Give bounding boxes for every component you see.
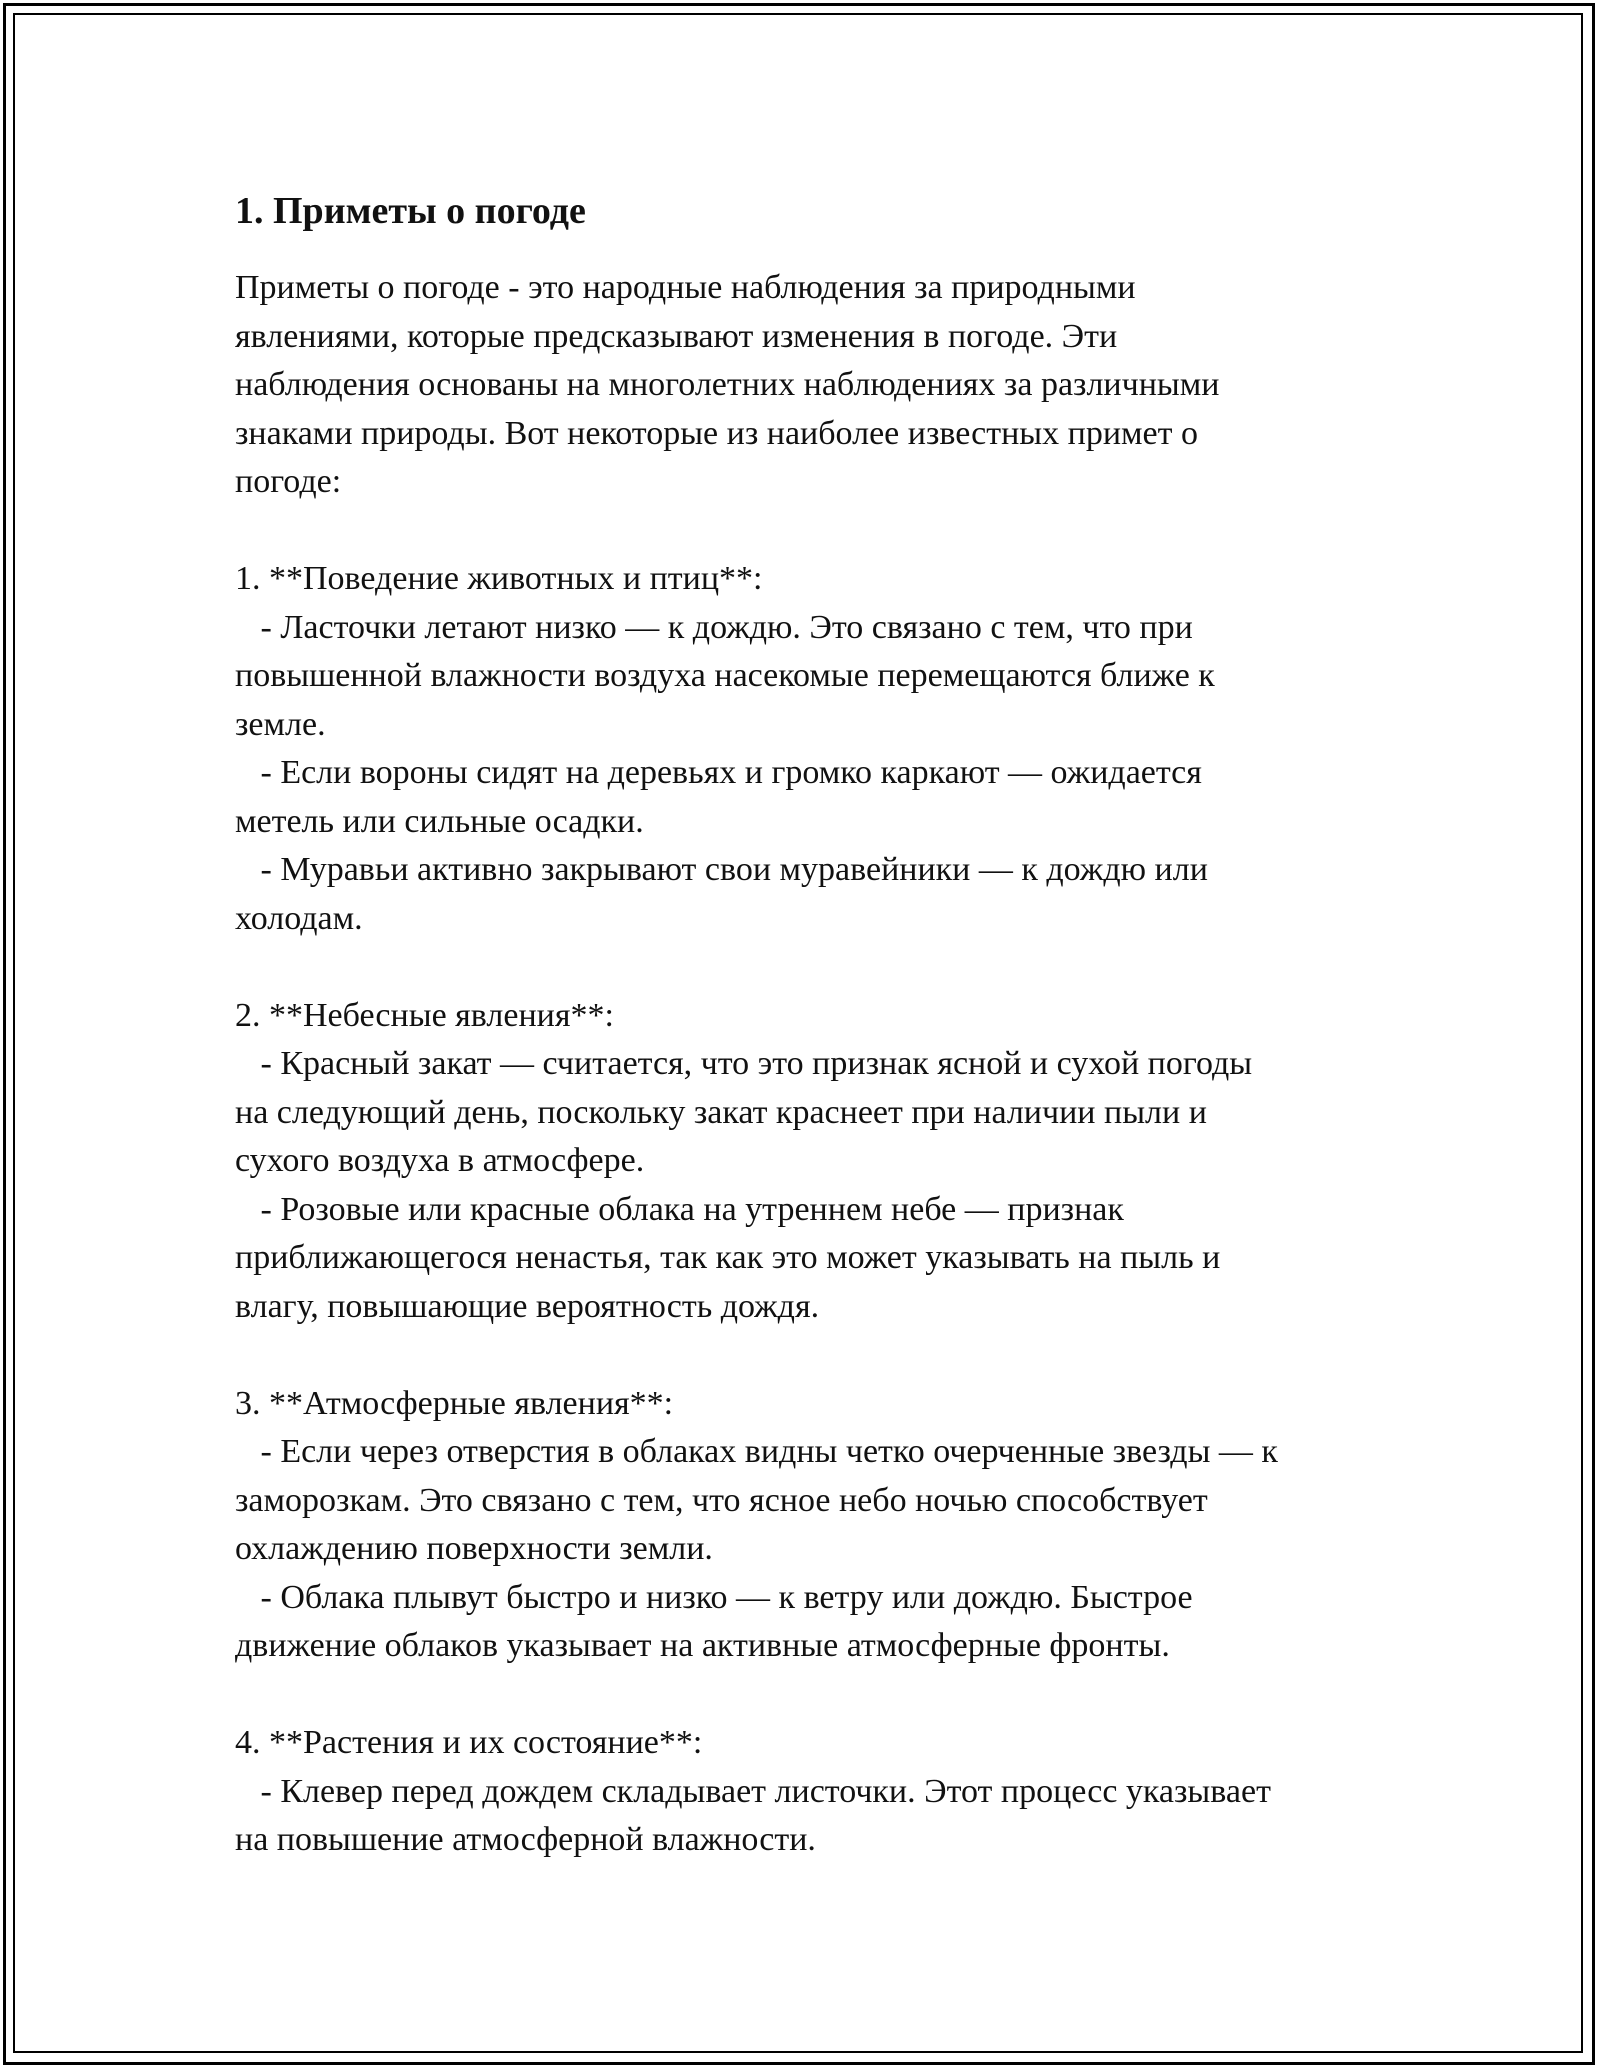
section-sky-phenomena <box>235 992 1395 1332</box>
text-line: холодам. <box>235 899 363 937</box>
text-line: погоде: <box>235 463 342 500</box>
text-line: охлаждению поверхности земли. <box>235 1530 713 1567</box>
text-line: на следующий день, поскольку закат краснеет при наличии пыли и <box>235 1093 1207 1131</box>
paragraph-spacer <box>235 1671 1395 1720</box>
text-line: - Если через отверстия в облаках видны четко очерченные звезды — к <box>235 1433 1278 1470</box>
text-line: влагу, повышающие вероятность дождя. <box>235 1287 820 1325</box>
text-line: метель или сильные осадки. <box>235 802 644 840</box>
section-heading: 1. **Поведение животных и птиц**: <box>235 560 763 597</box>
text-line: - Если вороны сидят на деревьях и громко каркают — ожидается <box>235 754 1202 791</box>
section-animal-behavior <box>235 555 1395 943</box>
intro-paragraph <box>235 264 1395 507</box>
text-line: приближающегося ненастья, так как это может указывать на пыль и <box>235 1239 1221 1276</box>
text-line: - Клевер перед дождем складывает листочки. Этот процесс указывает <box>235 1772 1271 1810</box>
text-line: - Красный закат — считается, что это признак ясной и сухой погоды <box>235 1045 1253 1082</box>
text-line: - Розовые или красные облака на утреннем небе — признак <box>235 1190 1124 1228</box>
text-line: сухого воздуха в атмосфере. <box>235 1142 645 1179</box>
section-heading: 3. **Атмосферные явления**: <box>235 1384 674 1422</box>
section-heading: 4. **Растения и их состояние**: <box>235 1724 703 1761</box>
text-line: - Ласточки летают низко — к дождю. Это связано с тем, что при <box>235 608 1193 646</box>
section-heading: 2. **Небесные явления**: <box>235 996 614 1034</box>
text-line: повышенной влажности воздуха насекомые перемещаются ближе к <box>235 657 1215 694</box>
text-line: - Облака плывут быстро и низко — к ветру или дождю. Быстрое <box>235 1578 1193 1616</box>
text-line: Приметы о погоде - это народные наблюдения за природными <box>235 269 1136 306</box>
document-page <box>235 186 1395 1865</box>
section-atmospheric-phenomena <box>235 1380 1395 1671</box>
text-line: на повышение атмосферной влажности. <box>235 1821 816 1858</box>
paragraph-spacer <box>235 943 1395 992</box>
text-line: движение облаков указывает на активные атмосферные фронты. <box>235 1627 1170 1664</box>
text-line: заморозкам. Это связано с тем, что ясное небо ночью способствует <box>235 1481 1208 1519</box>
document-body <box>235 264 1395 1865</box>
paragraph-spacer <box>235 507 1395 556</box>
text-line: наблюдения основаны на многолетних наблюдениях за различными <box>235 366 1220 403</box>
section-plants <box>235 1719 1395 1865</box>
text-line: земле. <box>235 705 326 743</box>
text-line: явлениями, которые предсказывают изменения в погоде. Эти <box>235 317 1118 355</box>
text-line: знаками природы. Вот некоторые из наиболее известных примет о <box>235 414 1199 452</box>
document-title: 1. Приметы о погоде <box>235 190 586 232</box>
paragraph-spacer <box>235 1331 1395 1380</box>
text-line: - Муравьи активно закрывают свои муравейники — к дождю или <box>235 851 1208 888</box>
